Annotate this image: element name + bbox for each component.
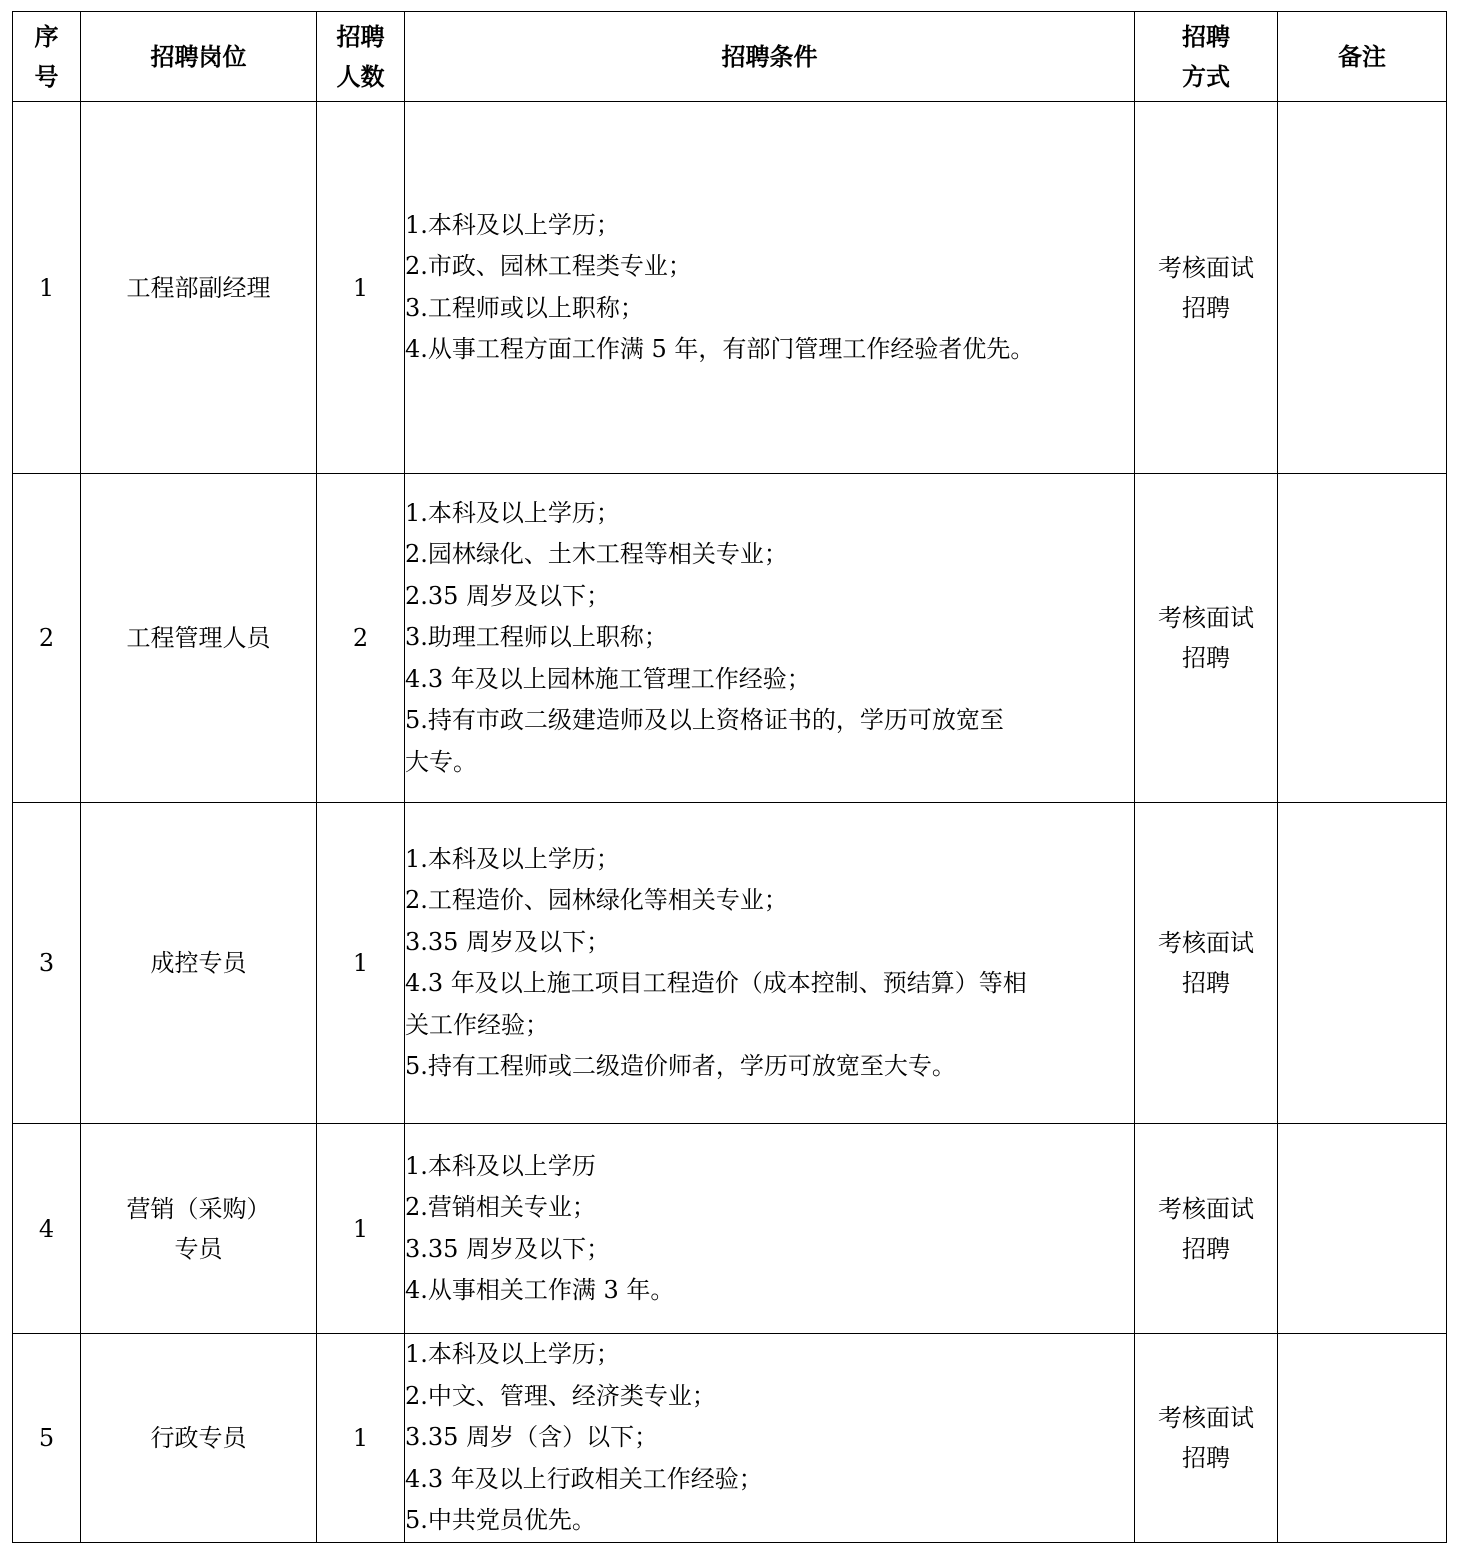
cell-count: 2 (317, 474, 405, 803)
method-line: 招聘 (1182, 1444, 1230, 1472)
header-method-line: 招聘 (1182, 22, 1230, 51)
condition-line: 2.营销相关专业； (405, 1193, 596, 1221)
condition-line: 3.助理工程师以上职称； (405, 623, 668, 652)
condition-line: 大专。 (405, 747, 477, 776)
condition-line: 1.本科及以上学历； (405, 1340, 620, 1369)
condition-line: 4.3 年及以上行政相关工作经验； (405, 1464, 763, 1493)
cell-position (81, 1334, 317, 1543)
condition-line: 3.工程师或以上职称； (405, 293, 644, 322)
cell-conditions (405, 474, 1135, 803)
cell-method (1135, 1124, 1278, 1334)
table-row (13, 1334, 1447, 1543)
method-line: 考核面试 (1158, 1404, 1254, 1432)
condition-line: 2.35 周岁及以下； (405, 581, 611, 610)
cell-remark (1278, 474, 1447, 803)
condition-line: 2.工程造价、园林绿化等相关专业； (405, 886, 788, 914)
condition-line: 3.35 周岁（含）以下； (405, 1423, 659, 1452)
method-line: 考核面试 (1158, 253, 1254, 282)
cell-count: 1 (317, 102, 405, 474)
condition-line: 2.市政、园林工程类专业； (405, 252, 692, 280)
condition-line: 1.本科及以上学历； (405, 210, 620, 239)
header-position: 招聘岗位 (81, 12, 317, 102)
table-row (13, 474, 1447, 803)
condition-line: 1.本科及以上学历 (405, 1151, 596, 1180)
condition-line: 4.从事相关工作满 3 年。 (405, 1276, 675, 1304)
recruitment-table (12, 11, 1447, 1543)
cell-position (81, 1124, 317, 1334)
table-row (13, 102, 1447, 474)
cell-count: 1 (317, 1124, 405, 1334)
cell-conditions (405, 1334, 1135, 1543)
header-method-line: 方式 (1182, 62, 1230, 91)
condition-line: 5.持有工程师或二级造价师者，学历可放宽至大专。 (405, 1052, 956, 1080)
position-line: 工程管理人员 (126, 624, 271, 652)
header-seq-line: 号 (34, 62, 59, 91)
cell-remark (1278, 803, 1447, 1124)
cell-seq: 3 (13, 803, 81, 1124)
position-line: 营销（采购） (126, 1194, 271, 1223)
cell-count: 1 (317, 1334, 405, 1543)
cell-position (81, 102, 317, 474)
table-row (13, 1124, 1447, 1334)
header-count (317, 12, 405, 102)
method-line: 考核面试 (1158, 604, 1254, 632)
cell-position (81, 474, 317, 803)
header-count-line: 人数 (336, 62, 385, 91)
cell-method (1135, 803, 1278, 1124)
cell-count: 1 (317, 803, 405, 1124)
condition-line: 4.3 年及以上园林施工管理工作经验； (405, 664, 811, 693)
position-line: 行政专员 (150, 1424, 247, 1452)
method-line: 招聘 (1182, 293, 1230, 322)
condition-line: 3.35 周岁及以下； (405, 927, 611, 956)
cell-method (1135, 1334, 1278, 1543)
condition-line: 5.持有市政二级建造师及以上资格证书的，学历可放宽至 (405, 706, 1004, 735)
header-seq (13, 12, 81, 102)
condition-line: 关工作经验； (405, 1010, 549, 1039)
condition-line: 2.中文、管理、经济类专业； (405, 1381, 716, 1410)
position-line: 成控专员 (150, 949, 247, 977)
condition-line: 1.本科及以上学历； (405, 498, 620, 527)
condition-line: 1.本科及以上学历； (405, 844, 620, 873)
method-line: 招聘 (1182, 644, 1230, 672)
header-remark: 备注 (1278, 12, 1447, 102)
header-conditions: 招聘条件 (405, 12, 1135, 102)
cell-seq: 1 (13, 102, 81, 474)
cell-remark (1278, 1334, 1447, 1543)
cell-conditions (405, 803, 1135, 1124)
cell-position (81, 803, 317, 1124)
condition-line: 4.3 年及以上施工项目工程造价（成本控制、预结算）等相 (405, 969, 1027, 997)
header-count-line: 招聘 (336, 22, 385, 51)
cell-method (1135, 102, 1278, 474)
method-line: 招聘 (1182, 1234, 1230, 1263)
header-method (1135, 12, 1278, 102)
cell-remark (1278, 1124, 1447, 1334)
cell-seq: 2 (13, 474, 81, 803)
condition-line: 4.从事工程方面工作满 5 年，有部门管理工作经验者优先。 (405, 335, 1035, 363)
condition-line: 5.中共党员优先。 (405, 1506, 596, 1535)
position-line: 专员 (174, 1234, 223, 1263)
method-line: 招聘 (1182, 969, 1230, 997)
method-line: 考核面试 (1158, 929, 1254, 957)
header-seq-line: 序 (34, 22, 59, 51)
cell-conditions (405, 102, 1135, 474)
cell-seq: 5 (13, 1334, 81, 1543)
position-line: 工程部副经理 (126, 273, 271, 302)
condition-line: 3.35 周岁及以下； (405, 1234, 611, 1263)
method-line: 考核面试 (1158, 1194, 1254, 1223)
cell-remark (1278, 102, 1447, 474)
cell-method (1135, 474, 1278, 803)
condition-line: 2.园林绿化、土木工程等相关专业； (405, 540, 788, 569)
cell-seq: 4 (13, 1124, 81, 1334)
table-row (13, 803, 1447, 1124)
cell-conditions (405, 1124, 1135, 1334)
table-header-row (13, 12, 1447, 102)
